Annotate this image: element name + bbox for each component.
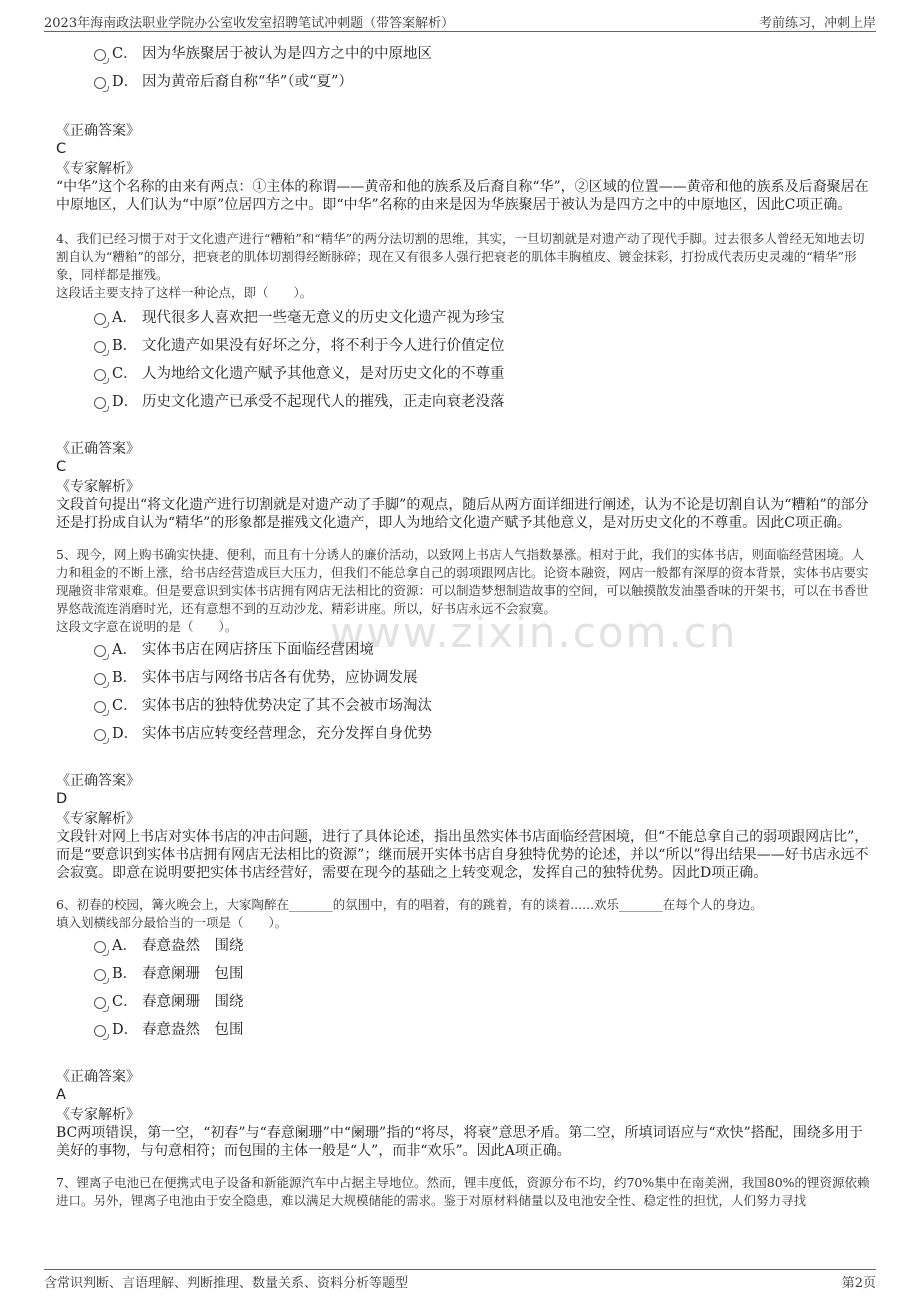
option-letter: B． <box>112 670 138 686</box>
question-ask: 填入划横线部分最恰当的一项是（ ）。 <box>56 915 288 930</box>
option-c[interactable] <box>56 692 876 720</box>
option-letter: C． <box>112 366 138 382</box>
option-letter: C． <box>112 698 138 714</box>
analysis-label: 《专家解析》 <box>56 479 140 495</box>
option-letter: D． <box>112 1022 139 1038</box>
radio-icon[interactable] <box>94 369 106 381</box>
option-d[interactable] <box>56 388 876 416</box>
question-text: 7、锂离子电池已在便携式电子设备和新能源汽车中占据主导地位。然而，锂丰度低，资源分布不均，约70%集中在南美洲，我国80%的锂资源依赖进口。另外，锂离子电池由于安全隐患，难以满足大规模储能的需求。鉴于对原材料储量以及电池安全性、稳定性的担忧，人们努力寻找 <box>56 1175 870 1208</box>
option-b[interactable] <box>56 332 876 360</box>
option-c[interactable] <box>56 988 876 1016</box>
option-a[interactable] <box>56 304 876 332</box>
option-letter: D． <box>112 74 139 90</box>
analysis-text: “中华”这个名称的由来有两点：①主体的称谓——黄帝和他的族系及后裔自称“华”，②区域的位置——黄帝和他的族系及后裔聚居在中原地区，人们认为“中原”位居四方之中。即“中华”名称的由来是因为华族聚居于被认为是四方之中的中原地区，因此C项正确。 <box>56 179 869 213</box>
question-ask: 这段文字意在说明的是（ ）。 <box>56 619 238 634</box>
radio-icon[interactable] <box>94 313 106 325</box>
radio-icon[interactable] <box>94 397 106 409</box>
option-letter: D． <box>112 726 139 742</box>
radio-icon[interactable] <box>94 673 106 685</box>
question-text: 4、我们已经习惯于对于文化遗产进行“糟粕”和“精华”的两分法切割的思维，其实，一旦切割就是对遗产动了现代手脚。过去很多人曾经无知地去切割自认为“糟粕”的部分，把衰老的肌体切割得经断脉碎；现在又有很多人强行把衰老的肌体丰胸植皮、镀金抹彩，打扮成代表历史灵魂的“精华”形象，同样都是摧残。 <box>56 231 865 282</box>
radio-icon[interactable] <box>94 49 106 61</box>
radio-icon[interactable] <box>94 969 106 981</box>
option-text: 因为华族聚居于被认为是四方之中的中原地区 <box>142 46 432 62</box>
option-text: 春意盎然 围绕 <box>142 938 244 954</box>
footer-topics: 含常识判断、言语理解、判断推理、数量关系、资料分析等题型 <box>44 1276 409 1291</box>
option-b[interactable] <box>56 664 876 692</box>
question-3 <box>56 40 876 214</box>
option-d[interactable] <box>56 1016 876 1044</box>
question-stem <box>56 1174 876 1210</box>
option-text: 人为地给文化遗产赋予其他意义，是对历史文化的不尊重 <box>142 366 505 382</box>
option-text: 实体书店在网店挤压下面临经营困境 <box>142 642 374 658</box>
option-letter: C． <box>112 46 138 62</box>
option-d[interactable] <box>56 720 876 748</box>
option-d[interactable] <box>56 68 876 96</box>
option-text: 因为黄帝后裔自称“华”（或“夏”） <box>142 74 353 90</box>
option-text: 实体书店与网络书店各有优势，应协调发展 <box>142 670 418 686</box>
answer-label: 《正确答案》 <box>56 1069 140 1085</box>
option-text: 春意阑珊 包围 <box>142 966 244 982</box>
answer-value: A <box>56 1087 66 1103</box>
analysis-text: 文段针对网上书店对实体书店的冲击问题，进行了具体论述，指出虽然实体书店面临经营困境，但“不能总拿自己的弱项跟网店比”，而是“要意识到实体书店拥有网店无法相比的资源”；继而展开实体书店自身独特优势的论述，并以“所以”得出结果——好书店永远不会寂寞。即意在说明要把实体书店经营好，需要在现今的基础之上转变观念，发挥自己的独特优势。因此D项正确。 <box>56 829 869 881</box>
option-c[interactable] <box>56 40 876 68</box>
analysis-label: 《专家解析》 <box>56 161 140 177</box>
analysis-text: 文段首句提出“将文化遗产进行切割就是对遗产动了手脚”的观点，随后从两方面详细进行阐述，认为不论是切割自认为“糟粕”的部分还是打扮成自认为“精华”的形象都是摧残文化遗产，即人为地给文化遗产赋予其他意义，是对历史文化的不尊重。因此C项正确。 <box>56 497 869 531</box>
radio-icon[interactable] <box>94 701 106 713</box>
question-6 <box>56 896 876 1160</box>
watermark: www.zixin.com.cn <box>330 608 738 657</box>
question-content <box>56 40 876 1210</box>
option-letter: C． <box>112 994 138 1010</box>
option-c[interactable] <box>56 360 876 388</box>
question-text: 5、现今，网上购书确实快捷、便利，而且有十分诱人的廉价活动，以致网上书店人气指数暴涨。相对于此，我们的实体书店，则面临经营困境。人力和租金的不断上涨，给书店经营造成巨大压力，但我们不能总拿自己的弱项跟网店比。论资本融资，网店一般都有深厚的资本背景，实体书店要实现融资非常艰难。但是要意识到实体书店拥有网店无法相比的资源：可以制造梦想制造故事的空间，可以触摸散发油墨香味的开架书，可以在书香世界悠哉流连消磨时光，还有意想不到的互动沙龙、精彩讲座。所以，好书店永远不会寂寞。 <box>56 547 869 616</box>
page-footer <box>0 1262 920 1302</box>
footer-rule <box>44 1269 876 1270</box>
question-5 <box>56 546 876 882</box>
option-text: 春意盎然 包围 <box>142 1022 244 1038</box>
option-text: 历史文化遗产已承受不起现代人的摧残，正走向衰老没落 <box>142 394 505 410</box>
analysis-label: 《专家解析》 <box>56 1107 140 1123</box>
page-header <box>0 0 920 34</box>
option-text: 春意阑珊 围绕 <box>142 994 244 1010</box>
radio-icon[interactable] <box>94 77 106 89</box>
option-letter: B． <box>112 966 138 982</box>
radio-icon[interactable] <box>94 997 106 1009</box>
radio-icon[interactable] <box>94 645 106 657</box>
option-letter: D． <box>112 394 139 410</box>
option-letter: A． <box>112 642 137 658</box>
radio-icon[interactable] <box>94 729 106 741</box>
answer-value: D <box>56 791 68 807</box>
option-text: 实体书店应转变经营理念，充分发挥自身优势 <box>142 726 432 742</box>
page-number: 第2页 <box>841 1276 876 1291</box>
radio-icon[interactable] <box>94 941 106 953</box>
question-stem <box>56 546 876 636</box>
question-7 <box>56 1174 876 1210</box>
question-text: 6、初春的校园，篝火晚会上，大家陶醉在_______的氛围中，有的唱着，有的跳着，有的谈着......欢乐_______在每个人的身边。 <box>56 897 763 912</box>
question-ask: 这段话主要支持了这样一种论点，即（ ）。 <box>56 285 313 300</box>
option-text: 实体书店的独特优势决定了其不会被市场淘汰 <box>142 698 432 714</box>
question-stem <box>56 896 876 932</box>
option-text: 文化遗产如果没有好坏之分，将不利于今人进行价值定位 <box>142 338 505 354</box>
header-slogan: 考前练习，冲刺上岸 <box>758 16 876 31</box>
analysis-label: 《专家解析》 <box>56 811 140 827</box>
radio-icon[interactable] <box>94 1025 106 1037</box>
option-letter: A． <box>112 310 137 326</box>
radio-icon[interactable] <box>94 341 106 353</box>
document-title: 2023年海南政法职业学院办公室收发室招聘笔试冲刺题（带答案解析） <box>44 16 455 31</box>
header-rule <box>44 31 876 32</box>
option-a[interactable] <box>56 932 876 960</box>
answer-label: 《正确答案》 <box>56 123 140 139</box>
option-letter: B． <box>112 338 138 354</box>
question-stem <box>56 230 876 302</box>
answer-label: 《正确答案》 <box>56 441 140 457</box>
question-4 <box>56 230 876 532</box>
answer-value: C <box>56 141 67 157</box>
option-a[interactable] <box>56 636 876 664</box>
option-letter: A． <box>112 938 137 954</box>
option-text: 现代很多人喜欢把一些毫无意义的历史文化遗产视为珍宝 <box>142 310 505 326</box>
answer-value: C <box>56 459 67 475</box>
analysis-text: BC两项错误，第一空，“初春”与“春意阑珊”中“阑珊”指的“将尽，将衰”意思矛盾。第二空，所填词语应与“欢快”搭配，围绕多用于美好的事物，与句意相符；而包围的主体一般是“人”，而非“欢乐”。因此A项正确。 <box>56 1125 863 1159</box>
answer-label: 《正确答案》 <box>56 773 140 789</box>
option-b[interactable] <box>56 960 876 988</box>
